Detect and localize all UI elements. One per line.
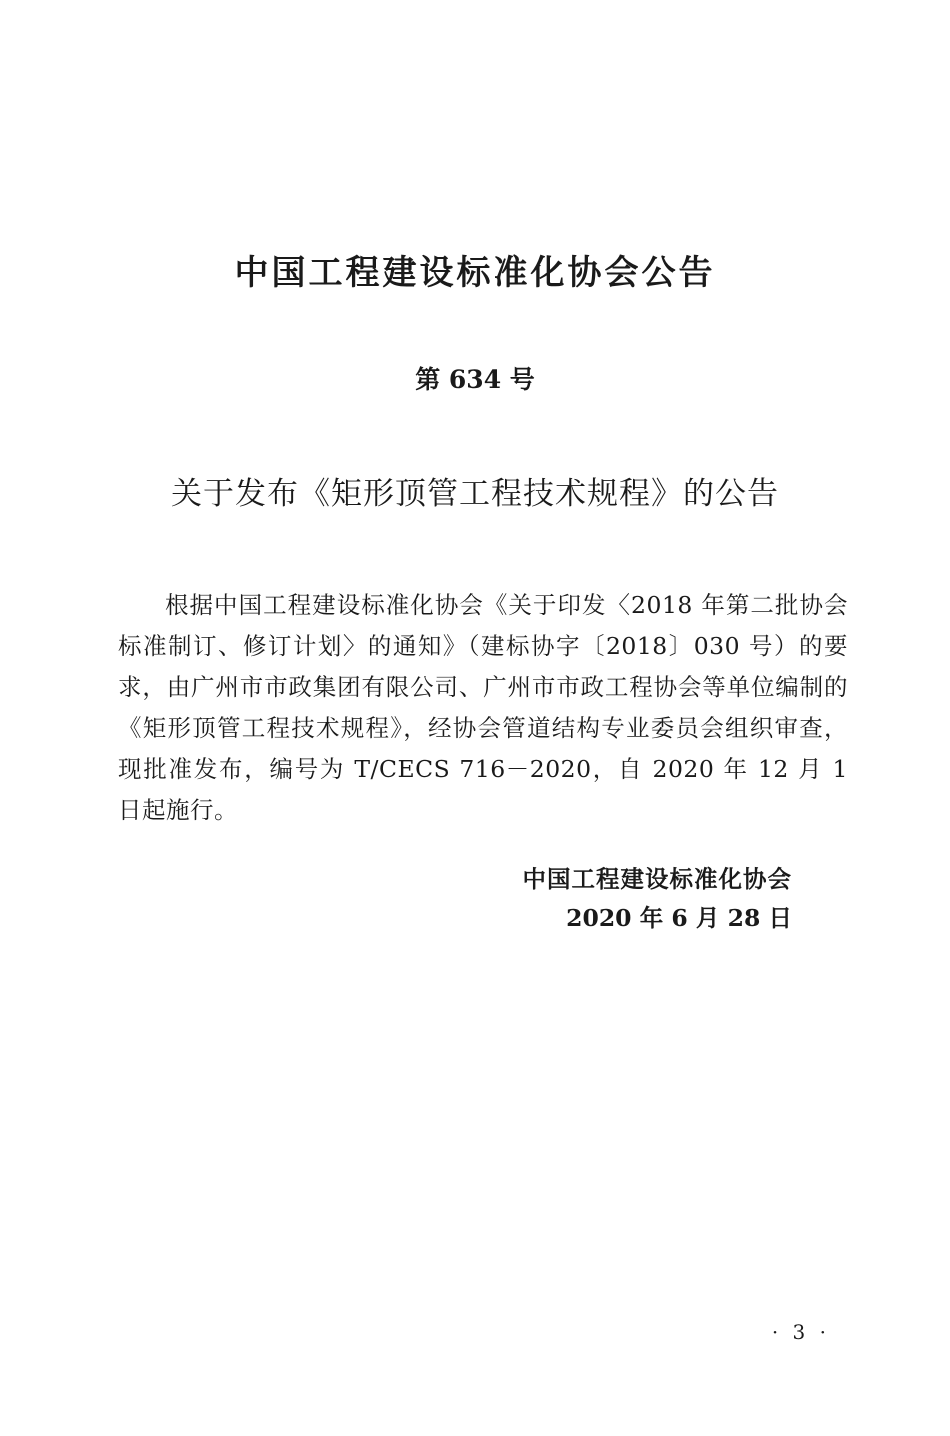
announcement-subject: 关于发布《矩形顶管工程技术规程》的公告 bbox=[171, 476, 779, 512]
organization-title: 中国工程建设标准化协会公告 bbox=[234, 253, 716, 293]
issuer-name: 中国工程建设标准化协会 bbox=[522, 865, 792, 893]
issue-date: 2020 年 6 月 28 日 bbox=[566, 904, 792, 932]
announcement-body: 根据中国工程建设标准化协会《关于印发〈2018 年第二批协会标准制订、修订计划〉的通知》（建标协字〔2018〕030 号）的要求，由广州市市政集团有限公司、广州市市政工程协会等单位编制的《矩形顶管工程技术规程》，经协会管道结构专业委员会组织审查，现批准发布，编号为 T/CECS 716－2020，自 2020 年 12 月 1 日起施行。 bbox=[118, 591, 848, 824]
signature-block bbox=[523, 860, 793, 938]
announcement-number: 第 634 号 bbox=[415, 365, 535, 394]
page-number: · 3 · bbox=[771, 1320, 830, 1344]
